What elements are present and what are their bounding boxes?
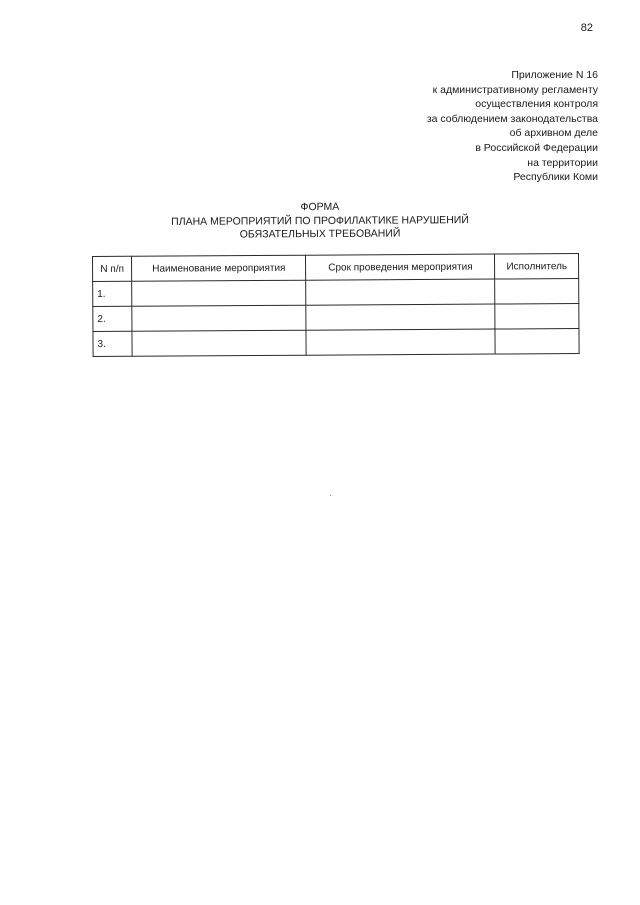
row-number-cell: 1. [93, 281, 132, 306]
header-event-term: Срок проведения мероприятия [306, 254, 495, 280]
header-number: N п/п [93, 256, 132, 281]
event-name-cell [132, 330, 306, 356]
appendix-header [298, 68, 598, 185]
form-title [0, 199, 640, 243]
event-term-cell [306, 279, 495, 305]
event-name-cell [132, 305, 306, 331]
executor-cell [495, 279, 579, 305]
table-row [93, 279, 579, 307]
header-executor: Исполнитель [495, 254, 579, 280]
appendix-line: за соблюдением законодательства [426, 112, 598, 125]
table-row [93, 304, 579, 332]
appendix-line: Приложение N 16 [511, 69, 598, 81]
form-title-line: ОБЯЗАТЕЛЬНЫХ ТРЕБОВАНИЙ [239, 227, 401, 241]
appendix-line: Республики Коми [513, 171, 598, 184]
appendix-line: на территории [527, 156, 598, 169]
appendix-line: осуществления контроля [475, 98, 598, 111]
page-number: 82 [580, 22, 593, 34]
event-term-cell [306, 329, 495, 355]
scan-speck [330, 495, 331, 496]
appendix-line: к административному регламенту [432, 83, 598, 96]
event-name-cell [132, 280, 306, 306]
appendix-line: об архивном деле [509, 127, 598, 140]
executor-cell [495, 329, 579, 355]
row-number-cell: 2. [93, 306, 132, 331]
table-header-row [93, 254, 579, 282]
form-title-line: ФОРМА [300, 200, 340, 214]
executor-cell [495, 304, 579, 330]
header-event-name: Наименование мероприятия [132, 255, 306, 281]
form-title-line: ПЛАНА МЕРОПРИЯТИЙ ПО ПРОФИЛАКТИКЕ НАРУШЕНИЙ [171, 213, 469, 228]
row-number-cell: 3. [93, 331, 132, 356]
table-row [93, 329, 579, 357]
plan-table [92, 253, 580, 357]
event-term-cell [306, 304, 495, 330]
appendix-line: в Российской Федерации [475, 141, 598, 154]
